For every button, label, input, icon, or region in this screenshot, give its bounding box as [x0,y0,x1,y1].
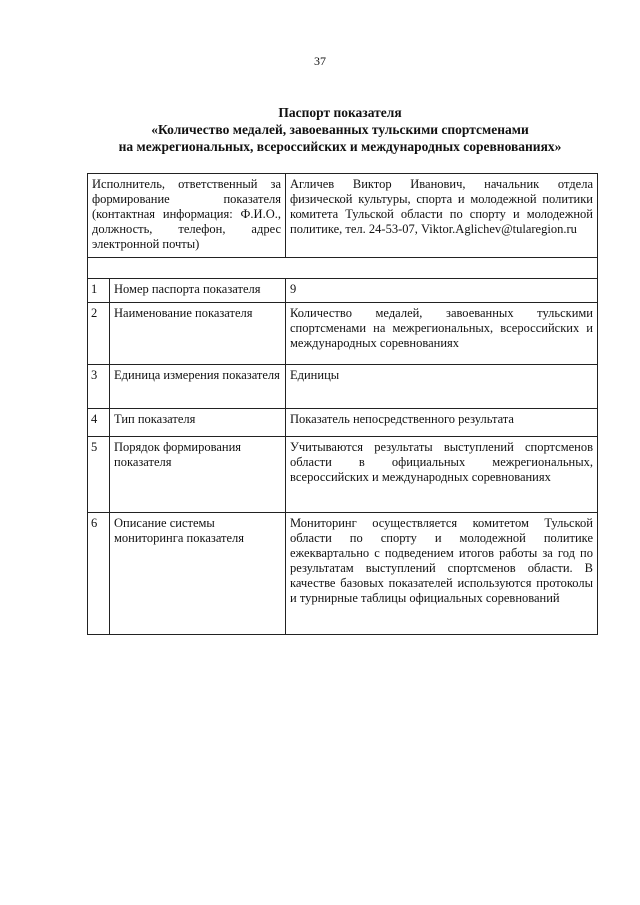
title-line-1: Паспорт показателя [278,105,402,120]
table-row [88,279,598,303]
row-number: 3 [88,365,110,409]
row-value: 9 [286,279,598,303]
table-row [88,437,598,513]
responsible-row [88,174,598,258]
row-label: Порядок формирования показателя [110,437,286,513]
row-label: Тип показателя [110,409,286,437]
row-number: 5 [88,437,110,513]
table-row [88,409,598,437]
row-label: Номер паспорта показателя [110,279,286,303]
row-value: Показатель непосредственного результата [286,409,598,437]
row-number: 4 [88,409,110,437]
table-row [88,365,598,409]
title-line-2: «Количество медалей, завоеванных тульскими спортсменами [151,122,529,137]
title-line-3: на межрегиональных, всероссийских и международных соревнованиях» [118,139,562,154]
table-row [88,513,598,635]
row-value: Учитываются результаты выступлений спортсменов области в официальных межрегиональных, всероссийских и международных соревнованиях [286,437,598,513]
spacer-row [88,258,598,279]
table-row [88,303,598,365]
page-number: 37 [314,54,326,68]
spacer-cell [88,258,598,279]
row-number: 1 [88,279,110,303]
row-label: Наименование показателя [110,303,286,365]
row-number: 6 [88,513,110,635]
row-number: 2 [88,303,110,365]
responsible-value: Агличев Виктор Иванович, начальник отдела физической культуры, спорта и молодежной политики комитета Тульской области по спорту и молодежной политике, тел. 24-53-07, Viktor.Aglichev@tularegion.ru [286,174,598,258]
row-label: Единица измерения показателя [110,365,286,409]
row-label: Описание системы мониторинга показателя [110,513,286,635]
row-value: Единицы [286,365,598,409]
responsible-label: Исполнитель, ответственный за формирование показателя (контактная информация: Ф.И.О., должность, телефон, адрес электронной почты) [88,174,286,258]
document-title [60,104,620,155]
row-value: Количество медалей, завоеванных тульскими спортсменами на межрегиональных, всероссийских и международных соревнованиях [286,303,598,365]
passport-table [87,173,598,635]
row-value: Мониторинг осуществляется комитетом Тульской области по спорту и молодежной политике ежеквартально с подведением итогов работы за год по результатам выступлений спортсменов области. В качестве базовых показателей используются протоколы и турнирные таблицы официальных соревнований [286,513,598,635]
